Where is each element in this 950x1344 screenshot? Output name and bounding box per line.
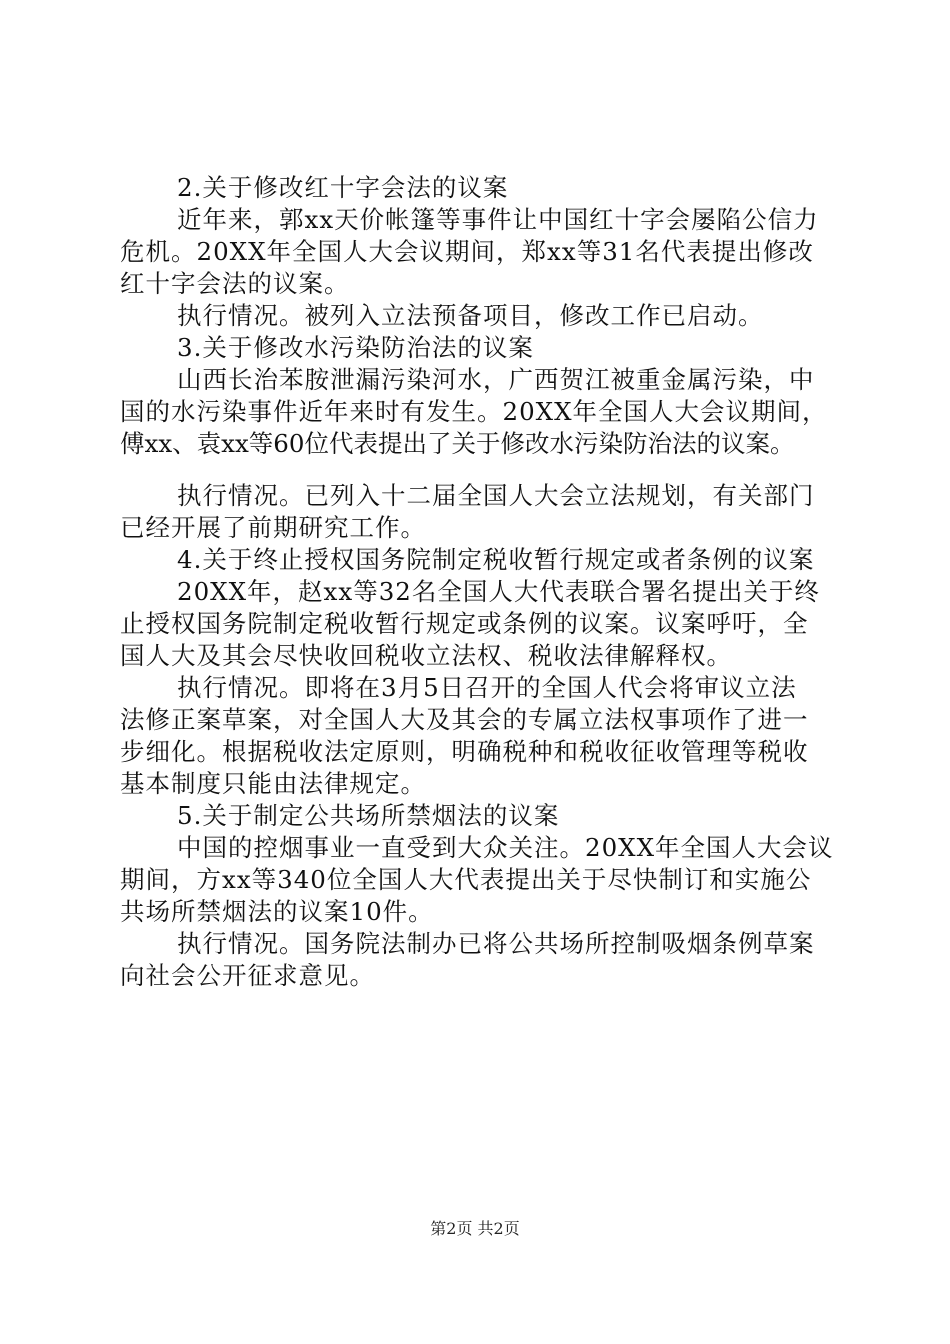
section-heading-5: 5.关于制定公共场所禁烟法的议案	[177, 801, 560, 830]
paragraph-line: 执行情况。国务院法制办已将公共场所控制吸烟条例草案	[177, 929, 815, 958]
paragraph-line: 红十字会法的议案。	[120, 269, 350, 298]
paragraph-line: 危机。20XX年全国人大会议期间，郑xx等31名代表提出修改	[120, 237, 814, 266]
paragraph-line: 中国的控烟事业一直受到大众关注。20XX年全国人大会议	[177, 833, 834, 862]
paragraph-line: 执行情况。被列入立法预备项目，修改工作已启动。	[177, 301, 764, 330]
paragraph-line: 向社会公开征求意见。	[120, 961, 375, 990]
paragraph-line: 共场所禁烟法的议案10件。	[120, 897, 434, 926]
section-heading-3: 3.关于修改水污染防治法的议案	[177, 333, 534, 362]
paragraph-line: 傅xx、袁xx等60位代表提出了关于修改水污染防治法的议案。	[120, 429, 795, 458]
section-heading-4: 4.关于终止授权国务院制定税收暂行规定或者条例的议案	[177, 545, 815, 574]
paragraph-line: 国的水污染事件近年来时有发生。20XX年全国人大会议期间，	[120, 397, 828, 426]
paragraph-line: 执行情况。即将在3月5日召开的全国人代会将审议立法	[177, 673, 797, 702]
paragraph-line: 基本制度只能由法律规定。	[120, 769, 426, 798]
paragraph-line: 期间，方xx等340位全国人大代表提出关于尽快制订和实施公	[120, 865, 812, 894]
paragraph-line: 山西长治苯胺泄漏污染河水，广西贺江被重金属污染，中	[177, 365, 815, 394]
paragraph-line: 已经开展了前期研究工作。	[120, 513, 426, 542]
section-heading-2: 2.关于修改红十字会法的议案	[177, 173, 509, 202]
paragraph-line: 法修正案草案，对全国人大及其会的专属立法权事项作了进一	[120, 705, 809, 734]
paragraph-line: 国人大及其会尽快收回税收立法权、税收法律解释权。	[120, 641, 732, 670]
paragraph-line: 近年来，郭xx天价帐篷等事件让中国红十字会屡陷公信力	[177, 205, 819, 234]
paragraph-line: 止授权国务院制定税收暂行规定或条例的议案。议案呼吁，全	[120, 609, 809, 638]
page-number-footer: 第2页 共2页	[430, 1219, 520, 1238]
paragraph-line: 步细化。根据税收法定原则，明确税种和税收征收管理等税收	[120, 737, 809, 766]
paragraph-line: 20XX年，赵xx等32名全国人大代表联合署名提出关于终	[177, 577, 820, 606]
paragraph-line: 执行情况。已列入十二届全国人大会立法规划，有关部门	[177, 481, 815, 510]
